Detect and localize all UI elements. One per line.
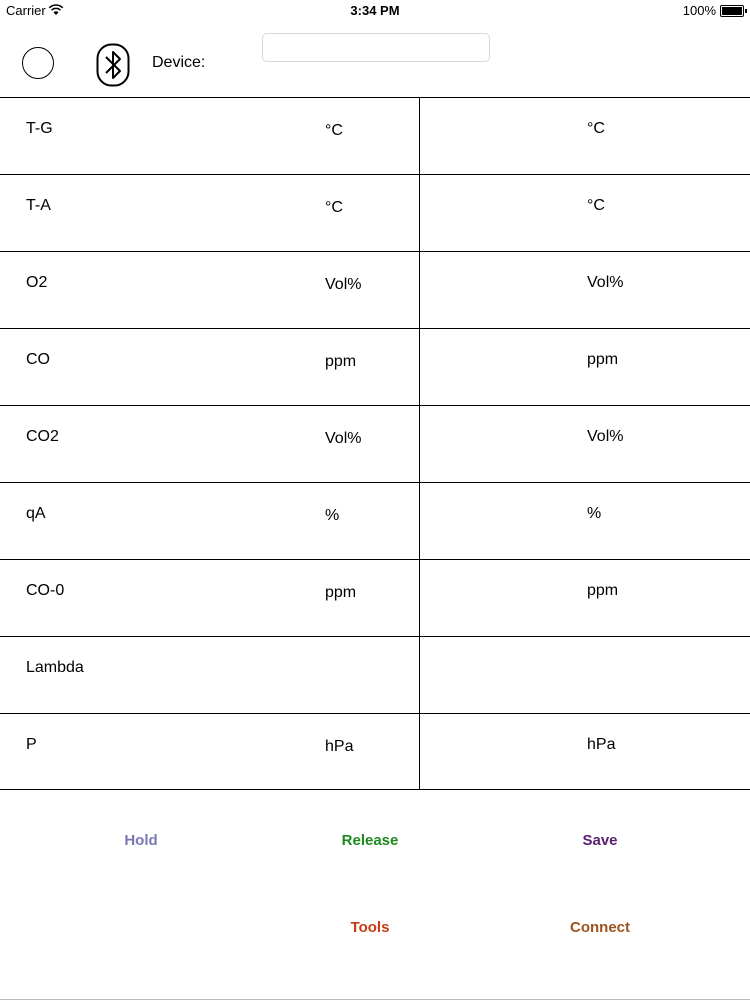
status-bar — [0, 0, 750, 22]
table-row — [0, 251, 750, 328]
battery-percent: 100% — [682, 3, 716, 18]
row-name: T-G — [26, 120, 53, 137]
saved-value-unit: % — [587, 505, 602, 522]
row-name: Lambda — [26, 659, 84, 676]
bluetooth-icon[interactable] — [96, 43, 130, 87]
save-button[interactable]: Save — [540, 832, 660, 849]
column-divider — [419, 637, 420, 713]
hold-button[interactable]: Hold — [81, 832, 201, 849]
row-name: CO-0 — [26, 582, 65, 599]
column-divider — [419, 329, 420, 405]
column-divider — [419, 175, 420, 251]
table-row — [0, 482, 750, 559]
current-value-unit: Vol% — [325, 276, 362, 293]
row-name: O2 — [26, 274, 48, 291]
current-value-unit: ppm — [325, 353, 357, 370]
table-row — [0, 97, 750, 174]
row-name: T-A — [26, 197, 51, 214]
device-field[interactable] — [262, 33, 490, 62]
column-divider — [419, 98, 420, 174]
tools-button[interactable]: Tools — [310, 919, 430, 936]
saved-value-unit: ppm — [587, 351, 619, 368]
column-divider — [419, 406, 420, 482]
column-divider — [419, 714, 420, 789]
row-name: qA — [26, 505, 46, 522]
current-value-unit: % — [325, 507, 340, 524]
row-name: CO2 — [26, 428, 59, 445]
table-row — [0, 405, 750, 482]
saved-value-unit: hPa — [587, 736, 616, 753]
table-row — [0, 636, 750, 713]
saved-value-unit: °C — [587, 197, 605, 214]
row-name: P — [26, 736, 37, 753]
row-name: CO — [26, 351, 50, 368]
saved-value-unit: °C — [587, 120, 605, 137]
table-row — [0, 174, 750, 251]
connect-button[interactable]: Connect — [540, 919, 660, 936]
table-row — [0, 328, 750, 405]
column-divider — [419, 560, 420, 636]
current-value-unit: °C — [325, 122, 343, 139]
saved-value-unit: Vol% — [587, 274, 624, 291]
current-value-unit: Vol% — [325, 430, 362, 447]
column-divider — [419, 252, 420, 328]
saved-value-unit: ppm — [587, 582, 619, 599]
clock: 3:34 PM — [350, 3, 400, 18]
connection-status-indicator — [22, 47, 54, 79]
saved-value-unit: Vol% — [587, 428, 624, 445]
carrier-label: Carrier — [6, 3, 46, 18]
current-value-unit: ppm — [325, 584, 357, 601]
column-divider — [419, 483, 420, 559]
release-button[interactable]: Release — [310, 832, 430, 849]
current-value-unit: hPa — [325, 738, 354, 755]
battery-icon — [720, 5, 744, 17]
readings-table — [0, 97, 750, 790]
table-row — [0, 559, 750, 636]
current-value-unit: °C — [325, 199, 343, 216]
device-label: Device: — [152, 54, 206, 71]
table-row — [0, 713, 750, 790]
